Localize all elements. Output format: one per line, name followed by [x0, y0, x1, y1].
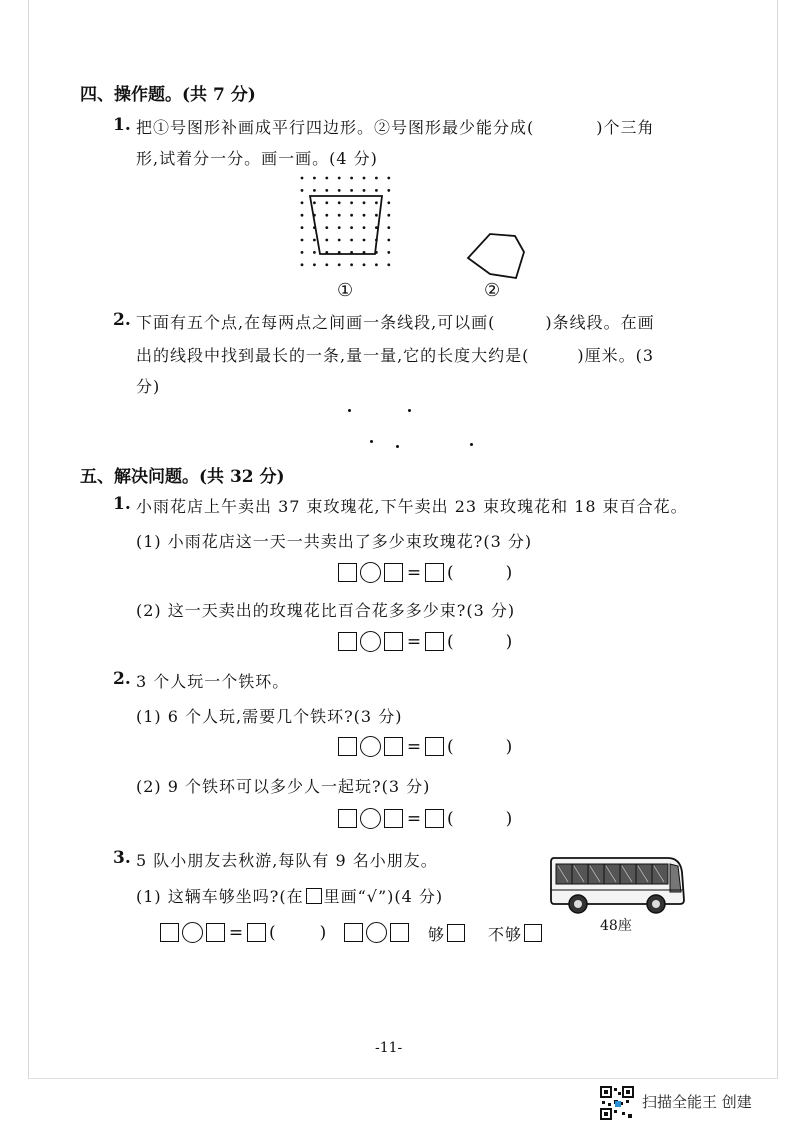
- operator-circle[interactable]: [360, 631, 381, 652]
- point-3: [370, 440, 373, 443]
- enough-check-box[interactable]: [447, 924, 465, 942]
- not-enough-option: 不够: [488, 922, 544, 945]
- grid-dot: [350, 263, 353, 266]
- s5-q1-sub2: (2) 这一天卖出的玫瑰花比百合花多多少束?(3 分): [136, 601, 516, 620]
- grid-dot: [375, 201, 378, 204]
- dot-grid: [296, 172, 400, 276]
- s5-q3-sub1: (1) 这辆车够坐吗?(在 里画“√”)(4 分): [136, 887, 444, 906]
- s4-q1-number: 1.: [113, 115, 131, 135]
- answer-box[interactable]: [390, 923, 409, 942]
- formula-row-5: = ( ): [160, 922, 326, 943]
- grid-dot: [338, 189, 341, 192]
- grid-dot: [387, 239, 390, 242]
- grid-dot: [363, 226, 366, 229]
- answer-box[interactable]: [247, 923, 266, 942]
- point-1: [348, 409, 351, 412]
- answer-box[interactable]: [338, 737, 357, 756]
- inline-check-box: [306, 888, 322, 904]
- figure-2-label: ②: [484, 280, 501, 301]
- answer-box[interactable]: [425, 809, 444, 828]
- answer-box[interactable]: [206, 923, 225, 942]
- grid-dot: [338, 214, 341, 217]
- answer-box[interactable]: [384, 809, 403, 828]
- grid-dot: [350, 239, 353, 242]
- heptagon-figure: [460, 228, 530, 288]
- s5-q2-number: 2.: [113, 669, 131, 689]
- s5-q3-number: 3.: [113, 848, 131, 868]
- footer-watermark: 扫描全能王 创建: [642, 1093, 752, 1111]
- formula-row-3: = ( ): [338, 736, 512, 757]
- grid-dot: [375, 214, 378, 217]
- grid-dot: [301, 226, 304, 229]
- grid-dot: [350, 201, 353, 204]
- grid-dot: [363, 177, 366, 180]
- grid-dot: [350, 177, 353, 180]
- s4-q2-number: 2.: [113, 310, 131, 330]
- grid-dot: [363, 239, 366, 242]
- grid-dot: [387, 226, 390, 229]
- operator-circle[interactable]: [182, 922, 203, 943]
- answer-box[interactable]: [425, 632, 444, 651]
- grid-dot: [325, 226, 328, 229]
- section-5-title: 五、解决问题。(共 32 分): [80, 467, 285, 487]
- grid-dot: [325, 189, 328, 192]
- answer-box[interactable]: [384, 737, 403, 756]
- qr-code-icon: [600, 1086, 634, 1124]
- s5-q2-text: 3 个人玩一个铁环。: [136, 672, 290, 691]
- operator-circle[interactable]: [360, 736, 381, 757]
- grid-dot: [387, 263, 390, 266]
- grid-dot: [387, 251, 390, 254]
- answer-box[interactable]: [425, 737, 444, 756]
- formula-row-1: = ( ): [338, 562, 512, 583]
- grid-dot: [387, 177, 390, 180]
- grid-dot: [363, 201, 366, 204]
- bus-icon: [548, 852, 688, 918]
- grid-dot: [363, 263, 366, 266]
- grid-dot: [301, 239, 304, 242]
- grid-dot: [301, 201, 304, 204]
- grid-dot: [363, 189, 366, 192]
- s4-q2-line3: 分): [136, 377, 161, 396]
- answer-box[interactable]: [338, 563, 357, 582]
- grid-dot: [325, 239, 328, 242]
- operator-circle[interactable]: [360, 808, 381, 829]
- s5-q2-sub1: (1) 6 个人玩,需要几个铁环?(3 分): [136, 707, 403, 726]
- grid-dot: [363, 214, 366, 217]
- grid-dot: [325, 177, 328, 180]
- grid-dot: [350, 189, 353, 192]
- grid-dot: [313, 263, 316, 266]
- grid-dot: [313, 189, 316, 192]
- grid-dot: [350, 214, 353, 217]
- not-enough-check-box[interactable]: [524, 924, 542, 942]
- bus-illustration: [548, 852, 688, 922]
- answer-box[interactable]: [338, 809, 357, 828]
- grid-dot: [325, 214, 328, 217]
- answer-box[interactable]: [425, 563, 444, 582]
- grid-dot: [338, 226, 341, 229]
- operator-circle[interactable]: [366, 922, 387, 943]
- grid-dot: [301, 214, 304, 217]
- grid-dot: [387, 189, 390, 192]
- grid-dot: [325, 201, 328, 204]
- grid-dot: [301, 189, 304, 192]
- grid-dot: [338, 201, 341, 204]
- answer-box[interactable]: [384, 632, 403, 651]
- dot-grid-figure: [296, 172, 400, 276]
- grid-dot: [301, 251, 304, 254]
- s4-q1-line2: 形,试着分一分。画一画。(4 分): [136, 149, 378, 168]
- grid-dot: [301, 263, 304, 266]
- grid-dot: [387, 214, 390, 217]
- s4-q1-line1: 把①号图形补画成平行四边形。②号图形最少能分成( )个三角: [136, 118, 655, 137]
- enough-option: 够: [428, 922, 467, 945]
- answer-box[interactable]: [160, 923, 179, 942]
- grid-dot: [375, 177, 378, 180]
- page-number: -11-: [375, 1040, 403, 1056]
- grid-dot: [313, 251, 316, 254]
- s5-q1-sub1: (1) 小雨花店这一天一共卖出了多少束玫瑰花?(3 分): [136, 532, 533, 551]
- s5-q1-text: 小雨花店上午卖出 37 束玫瑰花,下午卖出 23 束玫瑰花和 18 束百合花。: [136, 497, 688, 516]
- s4-q2-line2: 出的线段中找到最长的一条,量一量,它的长度大约是( )厘米。(3: [136, 346, 655, 365]
- compare-row: [344, 922, 409, 943]
- grid-dot: [375, 189, 378, 192]
- answer-box[interactable]: [344, 923, 363, 942]
- grid-dot: [338, 239, 341, 242]
- grid-dot: [338, 263, 341, 266]
- answer-box[interactable]: [338, 632, 357, 651]
- trapezoid-shape: [310, 196, 382, 254]
- grid-dot: [375, 263, 378, 266]
- bus-seat-label: 48座: [600, 918, 632, 934]
- s5-q1-number: 1.: [113, 494, 131, 514]
- formula-row-2: = ( ): [338, 631, 512, 652]
- formula-row-4: = ( ): [338, 808, 512, 829]
- s5-q3-text: 5 队小朋友去秋游,每队有 9 名小朋友。: [136, 851, 438, 870]
- grid-dot: [325, 263, 328, 266]
- figure-1-label: ①: [337, 280, 354, 301]
- grid-dot: [313, 239, 316, 242]
- point-4: [396, 445, 399, 448]
- grid-dot: [301, 177, 304, 180]
- operator-circle[interactable]: [360, 562, 381, 583]
- point-2: [408, 409, 411, 412]
- grid-dot: [313, 201, 316, 204]
- s4-q2-line1: 下面有五个点,在每两点之间画一条线段,可以画( )条线段。在画: [136, 313, 655, 332]
- section-4-title: 四、操作题。(共 7 分): [80, 85, 256, 105]
- grid-dot: [313, 177, 316, 180]
- point-5: [470, 443, 473, 446]
- answer-box[interactable]: [384, 563, 403, 582]
- s5-q2-sub2: (2) 9 个铁环可以多少人一起玩?(3 分): [136, 777, 431, 796]
- grid-dot: [338, 177, 341, 180]
- grid-dot: [387, 201, 390, 204]
- polygon-shape-2: [460, 228, 530, 284]
- grid-dot: [350, 226, 353, 229]
